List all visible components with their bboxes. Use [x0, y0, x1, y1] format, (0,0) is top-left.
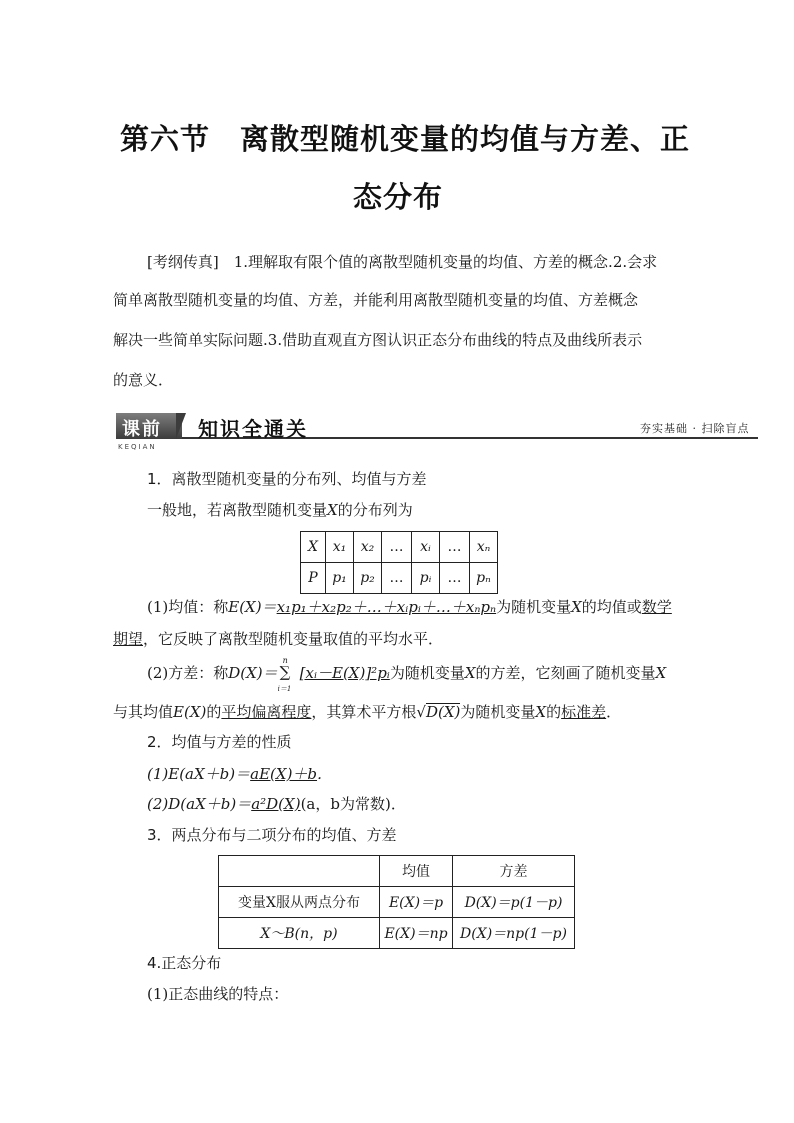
banner-badge-tip: [176, 413, 186, 439]
section3-heading: 3．两点分布与二项分布的均值、方差: [147, 826, 397, 844]
mean-expr: E(X)＝: [228, 598, 277, 616]
variance-definition-line1: [147, 655, 667, 693]
summary-cell: E(X)＝np: [380, 918, 453, 949]
std-dev-blank: 标准差: [561, 703, 607, 721]
dist-cell: …: [440, 532, 470, 563]
syllabus-text1: 1.理解取有限个值的离散型随机变量的均值、方差的概念.2.会求: [233, 253, 658, 271]
intro-text-b: 的分布列为: [337, 501, 413, 519]
section4-heading: 4.正态分布: [147, 954, 222, 972]
summation-symbol: [277, 655, 296, 693]
dist-cell: xₙ: [470, 532, 498, 563]
mean-term-blank-a: 数学: [641, 598, 672, 616]
var-ex: E(X): [173, 703, 207, 721]
prop1-text-b: ．: [317, 765, 333, 783]
banner-badge-label: 课前: [122, 419, 162, 440]
prop1-blank: aE(X)＋b: [250, 765, 318, 783]
dist-cell: x₁: [326, 532, 354, 563]
prop1-text-a: (1)E(aX＋b)＝: [147, 765, 251, 783]
page-title-line2: 态分布: [353, 180, 444, 214]
var-text-a: (2)方差：称: [147, 664, 229, 682]
var-var-x3: X: [535, 703, 547, 721]
summary-row: [219, 918, 575, 949]
property-line2: [147, 797, 406, 812]
dist-cell: …: [440, 563, 470, 594]
section1-heading: 1．离散型随机变量的分布列、均值与方差: [147, 470, 427, 488]
dist-cell: x₂: [354, 532, 382, 563]
syllabus-line3: 解决一些简单实际问题.3.借助直观直方图认识正态分布曲线的特点及曲线所表示: [113, 331, 643, 349]
banner-title: 知识全通关: [198, 417, 308, 441]
var-term-blank: 平均偏离程度: [221, 703, 312, 721]
sqrt-body: D(X): [425, 703, 461, 721]
page-title-line1: 第六节 离散型随机变量的均值与方差、正: [120, 122, 691, 156]
summary-header-cell: [219, 856, 380, 887]
syllabus-line2: 简单离散型随机变量的均值、方差，并能利用离散型随机变量的均值、方差概念: [113, 291, 639, 309]
summary-cell: 变量X服从两点分布: [219, 887, 380, 918]
summary-header-cell: 均值: [380, 856, 453, 887]
section2-heading: 2．均值与方差的性质: [147, 733, 292, 751]
watermark: [600, 760, 625, 791]
prop2-text-b: (a，b为常数)．: [300, 795, 406, 813]
summary-row: [219, 887, 575, 918]
summary-cell: D(X)＝p(1－p): [453, 887, 575, 918]
dist-cell: xᵢ: [412, 532, 440, 563]
sum-sign: ∑: [279, 662, 291, 681]
dist-cell: …: [382, 563, 412, 594]
syllabus-line4: 的意义．: [113, 371, 174, 389]
sum-lower: i＝1: [277, 684, 292, 693]
normal-curve-line1: (1)正态曲线的特点：: [147, 985, 289, 1003]
var-text-g: 为随机变量: [460, 703, 536, 721]
sqrt-sign: √: [416, 703, 426, 721]
var-expr: D(X)＝: [228, 664, 278, 682]
var-text-f: ，其算术平方根: [311, 703, 417, 721]
dist-cell: …: [382, 532, 412, 563]
variance-definition-line2: [113, 703, 621, 720]
distribution-row-x: [301, 532, 498, 563]
intro-var-x: X: [327, 501, 338, 519]
dist-cell: pₙ: [470, 563, 498, 594]
dist-cell: P: [301, 563, 326, 594]
distribution-summary-table: [218, 855, 575, 949]
distribution-row-p: [301, 563, 498, 594]
mean-formula-blank: x₁p₁＋x₂p₂＋…＋xᵢpᵢ＋…＋xₙpₙ: [276, 598, 497, 616]
var-text-e: 的: [206, 703, 222, 721]
summary-header-cell: 方差: [453, 856, 575, 887]
var-text-d: 与其均值: [113, 703, 174, 721]
distribution-table: [300, 531, 498, 594]
mean-text-a: (1)均值：称: [147, 598, 229, 616]
var-text-h: 的: [546, 703, 562, 721]
prop2-text-a: (2)D(aX＋b)＝: [147, 795, 252, 813]
var-text-c: 的方差，它刻画了随机变量: [475, 664, 656, 682]
summary-cell: D(X)＝np(1－p): [453, 918, 575, 949]
mean-var-x: X: [571, 598, 582, 616]
dist-cell: p₁: [326, 563, 354, 594]
summary-cell: E(X)＝p: [380, 887, 453, 918]
syllabus-line1: [147, 255, 657, 270]
var-text-i: ．: [606, 703, 622, 721]
var-formula-blank: [xᵢ－E(X)]²pᵢ: [299, 664, 390, 682]
mean-text-d: ，它反映了离散型随机变量取值的平均水平．: [143, 630, 444, 648]
dist-cell: X: [301, 532, 326, 563]
mean-definition-line1: [147, 600, 672, 615]
summary-header-row: [219, 856, 575, 887]
var-text-b: 为随机变量: [389, 664, 465, 682]
var-var-x2: X: [655, 664, 667, 682]
intro-text-a: 一般地，若离散型随机变量: [147, 501, 328, 519]
var-var-x: X: [464, 664, 476, 682]
banner-slogan: 夯实基础 · 扫除盲点: [640, 422, 750, 435]
property-line1: [147, 767, 332, 782]
banner-badge-sub: KEQIAN: [118, 443, 157, 451]
mean-term-blank-b: 期望: [113, 630, 144, 648]
syllabus-tag: [考纲传真]: [147, 253, 219, 271]
sum-upper: n: [282, 655, 288, 665]
prop2-blank: a²D(X): [251, 795, 301, 813]
section1-intro: [147, 503, 413, 518]
dist-cell: p₂: [354, 563, 382, 594]
mean-definition-line2: [113, 632, 443, 647]
dist-cell: pᵢ: [412, 563, 440, 594]
mean-text-b: 为随机变量: [496, 598, 572, 616]
summary-cell: X～B(n，p): [219, 918, 380, 949]
mean-text-c: 的均值或: [581, 598, 642, 616]
